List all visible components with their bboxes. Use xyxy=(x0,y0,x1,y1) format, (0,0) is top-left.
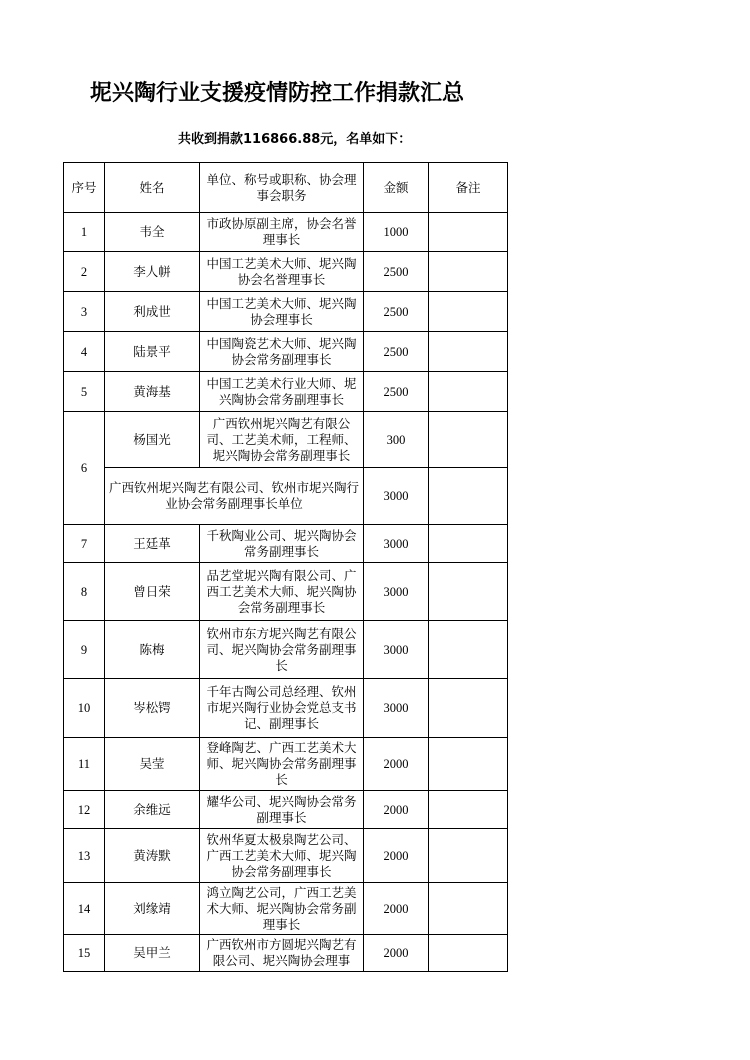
row-name: 王廷革 xyxy=(105,525,200,563)
row-note xyxy=(429,292,508,332)
row-unit: 中国工艺美术大师、坭兴陶协会理事长 xyxy=(200,292,364,332)
row-unit: 广西钦州市方圆坭兴陶艺有限公司、坭兴陶协会理事 xyxy=(200,935,364,972)
row-unit: 广西钦州坭兴陶艺有限公司、工艺美术师，工程师、坭兴陶协会常务副理事长 xyxy=(200,412,364,468)
row-unit: 品艺堂坭兴陶有限公司、广西工艺美术大师、坭兴陶协会常务副理事长 xyxy=(200,563,364,621)
row-amount: 3000 xyxy=(364,679,429,738)
row-note xyxy=(429,829,508,883)
row-amount: 2000 xyxy=(364,791,429,829)
row-unit: 中国工艺美术大师、坭兴陶协会名誉理事长 xyxy=(200,252,364,292)
row-name: 吴甲兰 xyxy=(105,935,200,972)
row-unit: 鸿立陶艺公司，广西工艺美术大师、坭兴陶协会常务副理事长 xyxy=(200,883,364,935)
row-amount: 2000 xyxy=(364,738,429,791)
row-no: 7 xyxy=(64,525,105,563)
header-unit: 单位、称号或职称、协会理事会职务 xyxy=(200,163,364,213)
row-note xyxy=(429,563,508,621)
row-amount: 2000 xyxy=(364,829,429,883)
table-header-row xyxy=(64,163,508,213)
table-row xyxy=(64,468,508,525)
row-name: 余维远 xyxy=(105,791,200,829)
donation-table xyxy=(63,162,508,972)
row-note xyxy=(429,252,508,292)
row-note xyxy=(429,621,508,679)
row-note xyxy=(429,213,508,252)
table-row xyxy=(64,252,508,292)
page-title: 坭兴陶行业支援疫情防控工作捐款汇总 xyxy=(90,81,465,106)
row-note xyxy=(429,791,508,829)
row-amount: 3000 xyxy=(364,468,429,525)
row-note xyxy=(429,332,508,372)
row-no: 9 xyxy=(64,621,105,679)
row-no: 6 xyxy=(64,412,105,525)
table-row xyxy=(64,372,508,412)
row-no: 10 xyxy=(64,679,105,738)
table-row xyxy=(64,679,508,738)
row-no: 4 xyxy=(64,332,105,372)
row-amount: 2500 xyxy=(364,292,429,332)
row-unit: 中国陶瓷艺术大师、坭兴陶协会常务副理事长 xyxy=(200,332,364,372)
row-no: 11 xyxy=(64,738,105,791)
donation-summary: 共收到捐款116866.88元，名单如下： xyxy=(178,132,412,147)
row-unit: 千年古陶公司总经理、钦州市坭兴陶行业协会党总支书记、副理事长 xyxy=(200,679,364,738)
table-row xyxy=(64,525,508,563)
row-amount: 2500 xyxy=(364,332,429,372)
table-row xyxy=(64,412,508,468)
table-row xyxy=(64,791,508,829)
row-unit: 登峰陶艺、广西工艺美术大师、坭兴陶协会常务副理事长 xyxy=(200,738,364,791)
row-unit: 千秋陶业公司、坭兴陶协会常务副理事长 xyxy=(200,525,364,563)
row-amount: 3000 xyxy=(364,563,429,621)
row-no: 2 xyxy=(64,252,105,292)
header-note: 备注 xyxy=(429,163,508,213)
row-note xyxy=(429,412,508,468)
row-name: 吴莹 xyxy=(105,738,200,791)
row-amount: 2500 xyxy=(364,372,429,412)
table-row xyxy=(64,935,508,972)
row-amount: 2000 xyxy=(364,883,429,935)
header-amount: 金额 xyxy=(364,163,429,213)
row-note xyxy=(429,738,508,791)
row-amount: 3000 xyxy=(364,621,429,679)
row-name: 杨国光 xyxy=(105,412,200,468)
header-no: 序号 xyxy=(64,163,105,213)
row-no: 14 xyxy=(64,883,105,935)
table-row xyxy=(64,213,508,252)
header-name: 姓名 xyxy=(105,163,200,213)
row-name: 韦全 xyxy=(105,213,200,252)
row-amount: 2500 xyxy=(364,252,429,292)
row-name: 黄海基 xyxy=(105,372,200,412)
row-note xyxy=(429,468,508,525)
row-name: 曾日荣 xyxy=(105,563,200,621)
row-name: 刘缘靖 xyxy=(105,883,200,935)
table-row xyxy=(64,883,508,935)
row-note xyxy=(429,883,508,935)
row-no: 13 xyxy=(64,829,105,883)
row-unit: 耀华公司、坭兴陶协会常务副理事长 xyxy=(200,791,364,829)
table-row xyxy=(64,621,508,679)
row-name: 黄涛默 xyxy=(105,829,200,883)
row-unit: 钦州市东方坭兴陶艺有限公司、坭兴陶协会常务副理事长 xyxy=(200,621,364,679)
table-row xyxy=(64,829,508,883)
row-name: 岑松锷 xyxy=(105,679,200,738)
row-no: 8 xyxy=(64,563,105,621)
row-amount: 1000 xyxy=(364,213,429,252)
row-name: 李人帡 xyxy=(105,252,200,292)
row-name: 陆景平 xyxy=(105,332,200,372)
row-unit-merged: 广西钦州坭兴陶艺有限公司、钦州市坭兴陶行业协会常务副理事长单位 xyxy=(105,468,364,525)
row-no: 12 xyxy=(64,791,105,829)
table-row xyxy=(64,292,508,332)
table-row xyxy=(64,563,508,621)
table-row xyxy=(64,332,508,372)
row-amount: 2000 xyxy=(364,935,429,972)
row-name: 陈梅 xyxy=(105,621,200,679)
row-unit: 钦州华夏太极泉陶艺公司、广西工艺美术大师、坭兴陶协会常务副理事长 xyxy=(200,829,364,883)
row-note xyxy=(429,525,508,563)
row-unit: 中国工艺美术行业大师、坭兴陶协会常务副理事长 xyxy=(200,372,364,412)
row-note xyxy=(429,679,508,738)
table-row xyxy=(64,738,508,791)
row-amount: 3000 xyxy=(364,525,429,563)
row-note xyxy=(429,935,508,972)
row-note xyxy=(429,372,508,412)
row-no: 15 xyxy=(64,935,105,972)
row-no: 3 xyxy=(64,292,105,332)
row-no: 1 xyxy=(64,213,105,252)
row-no: 5 xyxy=(64,372,105,412)
row-unit: 市政协原副主席，协会名誉理事长 xyxy=(200,213,364,252)
row-amount: 300 xyxy=(364,412,429,468)
row-name: 利成世 xyxy=(105,292,200,332)
